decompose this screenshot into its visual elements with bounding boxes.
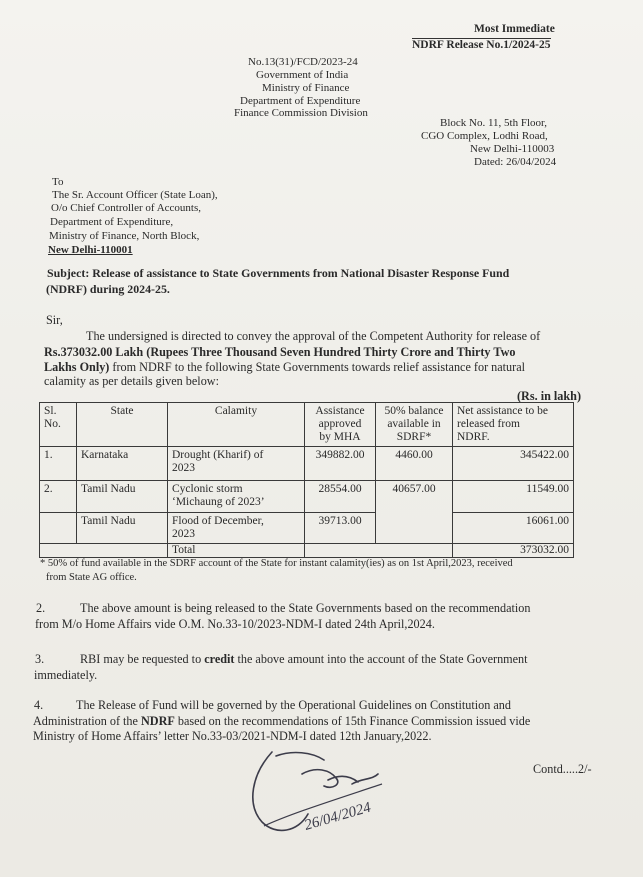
body-text: NDRF xyxy=(140,714,175,728)
body-text: The above amount is being released to the State Governments based on the recommendation xyxy=(80,601,531,615)
table-row xyxy=(40,513,574,544)
subject-line: (NDRF) during 2024-25. xyxy=(46,282,170,296)
body-text: Lakhs Only) xyxy=(44,360,110,374)
recipient-line: Ministry of Finance, North Block, xyxy=(49,230,200,242)
calamity-text: 2023 xyxy=(172,462,195,474)
header-text: 50% balance xyxy=(384,405,444,417)
recipient-line: O/o Chief Controller of Accounts, xyxy=(51,202,202,214)
handwritten-signature xyxy=(232,744,402,844)
header-text: approved xyxy=(318,418,362,430)
cell-empty xyxy=(305,544,453,558)
cell-sl: 2. xyxy=(40,481,77,513)
header-text: SDRF* xyxy=(396,431,432,443)
paragraph-number: 4. xyxy=(34,698,44,712)
release-number: NDRF Release No.1/2024-25 xyxy=(412,39,551,51)
cell-assistance: 28554.00 xyxy=(305,481,376,513)
body-text: Ministry of Home Affairs’ letter No.33-03/2021-NDM-I dated 12th January,2022. xyxy=(33,729,432,743)
table-row xyxy=(40,481,574,513)
header-text: released from xyxy=(457,418,520,430)
to-label: To xyxy=(52,176,64,188)
cell-sl xyxy=(40,513,77,544)
recipient-city: New Delhi-110001 xyxy=(48,244,133,256)
continued-label: Contd.....2/- xyxy=(533,762,592,776)
body-text: Administration of the xyxy=(33,714,138,728)
footnote-line: * 50% of fund available in the SDRF account of the State for instant calamity(ies) as on 1st April,2023, received xyxy=(40,558,513,569)
signature-date: 26/04/2024 xyxy=(302,799,373,834)
cell-state: Karnataka xyxy=(77,447,168,481)
cell-balance: 4460.00 xyxy=(376,447,453,481)
calamity-text: Drought (Kharif) of xyxy=(172,449,264,461)
cell-calamity xyxy=(168,481,305,513)
header-text: No. xyxy=(44,418,61,430)
cell-net: 11549.00 xyxy=(453,481,574,513)
body-text: from M/o Home Affairs vide O.M. No.33-10/2023-NDM-I dated 24th April,2024. xyxy=(35,617,435,631)
col-net xyxy=(453,403,574,447)
cell-calamity xyxy=(168,513,305,544)
body-text xyxy=(44,360,525,374)
header-text: Assistance xyxy=(315,405,365,417)
calamity-text: Cyclonic storm xyxy=(172,483,243,495)
body-text: The Release of Fund will be governed by the Operational Guidelines on Constitution and xyxy=(76,698,511,712)
recipient-line: The Sr. Account Officer (State Loan), xyxy=(52,189,218,201)
col-balance xyxy=(376,403,453,447)
subject-line: Subject: Release of assistance to State Governments from National Disaster Response Fund xyxy=(47,266,510,280)
cell-assistance: 349882.00 xyxy=(305,447,376,481)
address-line: CGO Complex, Lodhi Road, xyxy=(421,130,548,142)
file-number: No.13(31)/FCD/2023-24 xyxy=(248,56,358,68)
header-text: Sl. xyxy=(44,405,57,417)
cell-assistance: 39713.00 xyxy=(305,513,376,544)
table-row xyxy=(40,447,574,481)
calamity-text: ‘Michaung of 2023’ xyxy=(172,496,265,508)
paragraph-number: 2. xyxy=(36,601,46,615)
col-sl-no xyxy=(40,403,77,447)
cell-state: Tamil Nadu xyxy=(77,481,168,513)
cell-net: 16061.00 xyxy=(453,513,574,544)
paragraph-number: 3. xyxy=(35,652,45,666)
header-text: available in xyxy=(387,418,441,430)
body-text: from NDRF to the following State Governments towards relief assistance for natural xyxy=(109,360,526,374)
calamity-text: Flood of December, xyxy=(172,515,264,527)
cell-state: Tamil Nadu xyxy=(77,513,168,544)
address-line: Block No. 11, 5th Floor, xyxy=(440,117,548,129)
table-total-row xyxy=(40,544,574,558)
total-label: Total xyxy=(168,544,305,558)
header-text: Net assistance to be xyxy=(457,405,549,417)
body-text: the above amount into the account of the State Government xyxy=(237,652,528,666)
total-value: 373032.00 xyxy=(453,544,574,558)
footnote-line: from State AG office. xyxy=(46,572,137,583)
department-name: Department of Expenditure xyxy=(240,95,361,107)
cell-balance: 40657.00 xyxy=(376,481,453,544)
date-line: Dated: 26/04/2024 xyxy=(474,156,557,168)
body-text: Rs.373032.00 Lakh (Rupees Three Thousand Seven Hundred Thirty Crore and Thirty Two xyxy=(44,345,516,359)
body-text: based on the recommendations of 15th Finance Commission issued vide xyxy=(177,714,531,728)
body-text: The undersigned is directed to convey the approval of the Competent Authority for release of xyxy=(86,329,541,343)
col-calamity: Calamity xyxy=(168,403,305,447)
salutation: Sir, xyxy=(46,313,63,327)
body-text xyxy=(33,714,530,728)
body-text: RBI may be requested to xyxy=(80,652,202,666)
cell-sl: 1. xyxy=(40,447,77,481)
unit-label: (Rs. in lakh) xyxy=(517,389,582,403)
cell-net: 345422.00 xyxy=(453,447,574,481)
cell-calamity xyxy=(168,447,305,481)
col-state: State xyxy=(77,403,168,447)
table-header-row xyxy=(40,403,574,447)
body-text: immediately. xyxy=(34,668,98,682)
priority-label: Most Immediate xyxy=(474,23,555,35)
body-text: credit xyxy=(204,652,235,666)
body-text: calamity as per details given below: xyxy=(44,374,219,388)
header-text: by MHA xyxy=(319,431,361,443)
cell-empty xyxy=(40,544,168,558)
calamity-text: 2023 xyxy=(172,528,195,540)
header-text: NDRF. xyxy=(457,431,490,443)
ministry-name: Ministry of Finance xyxy=(262,82,350,94)
col-assistance xyxy=(305,403,376,447)
release-table xyxy=(39,402,574,558)
body-text xyxy=(80,652,528,666)
division-name: Finance Commission Division xyxy=(234,107,368,119)
government-name: Government of India xyxy=(256,69,349,81)
address-line: New Delhi-110003 xyxy=(470,143,555,155)
recipient-line: Department of Expenditure, xyxy=(50,216,174,228)
